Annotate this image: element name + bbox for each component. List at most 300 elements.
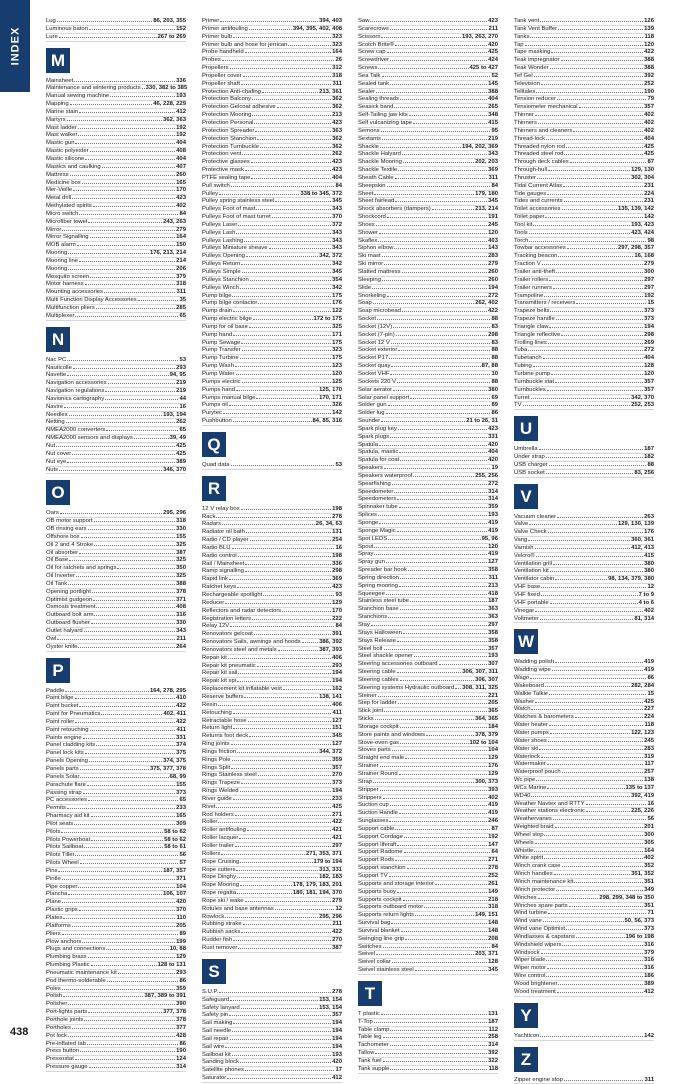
entry-pages: 343 <box>332 206 342 213</box>
leader-dots <box>104 292 176 293</box>
leader-dots <box>546 976 643 977</box>
entry-pages: 203, 371 <box>475 951 498 958</box>
leader-dots <box>392 484 487 485</box>
leader-dots <box>249 327 331 328</box>
leader-dots <box>105 399 178 400</box>
section-letter-u: U <box>514 416 538 441</box>
index-entry <box>358 81 498 89</box>
entry-pages: 343 <box>332 245 342 252</box>
entry-pages: 360, 361 <box>631 537 654 544</box>
index-entry <box>514 347 654 355</box>
index-entry <box>202 89 342 97</box>
index-entry <box>46 1056 186 1064</box>
leader-dots <box>63 918 175 919</box>
index-entry <box>358 402 498 410</box>
leader-dots <box>91 840 163 841</box>
index-entry <box>46 970 186 978</box>
entry-term: Strainer Round <box>358 771 398 778</box>
index-entry <box>202 521 342 529</box>
entry-pages: 404 <box>176 140 186 147</box>
index-entry <box>514 545 654 553</box>
leader-dots <box>77 245 175 246</box>
entry-term: Pulleys Miniature sheave <box>202 245 268 252</box>
entry-term: Watermaker <box>514 761 546 768</box>
entry-term: Offshore box <box>46 534 80 541</box>
index-entry <box>46 860 186 868</box>
leader-dots <box>547 764 644 765</box>
entry-pages: 297, 298, 357 <box>618 245 654 252</box>
entry-term: Vinegar <box>514 608 534 615</box>
entry-term: Wc pipe <box>514 777 535 784</box>
entry-term: Pharmacy aid kit <box>46 813 90 820</box>
entry-term: Rope Mooring <box>202 882 239 889</box>
leader-dots <box>395 860 487 861</box>
leader-dots <box>531 398 631 399</box>
index-entry <box>202 514 342 522</box>
entry-pages: 89 <box>179 931 186 938</box>
entry-pages: 135, 139, 142 <box>618 206 654 213</box>
leader-dots <box>575 717 643 718</box>
leader-dots <box>233 311 331 312</box>
leader-dots <box>241 783 331 784</box>
leader-dots <box>576 937 625 938</box>
index-entry <box>202 363 342 371</box>
entry-pages: 408 <box>176 148 186 155</box>
entry-pages: 198 <box>332 506 342 513</box>
entry-pages: 224 <box>644 191 654 198</box>
entry-pages: 84 <box>179 211 186 218</box>
entry-term: Roller trailer <box>202 843 234 850</box>
index-entry <box>46 612 186 620</box>
entry-term: Vacuum cleaner <box>514 514 556 521</box>
entry-term: Socket (7-pin) <box>358 332 395 339</box>
leader-dots <box>553 819 647 820</box>
leader-dots <box>68 584 175 585</box>
entry-pages: 16 <box>647 801 654 808</box>
index-entry <box>46 750 186 758</box>
entry-term: Tape masking <box>514 49 550 56</box>
entry-pages: 26 <box>335 57 342 64</box>
leader-dots <box>218 822 331 823</box>
entry-term: Wago <box>514 675 529 682</box>
entry-pages: 404 <box>176 156 186 163</box>
index-entry <box>46 274 186 282</box>
entry-term: Swivel <box>358 951 375 958</box>
leader-dots <box>277 107 331 108</box>
page-number: 438 <box>10 1026 28 1038</box>
entry-pages: 233 <box>332 796 342 803</box>
leader-dots <box>72 1028 175 1029</box>
leader-dots <box>237 893 292 894</box>
entry-pages: 194 <box>332 1028 342 1035</box>
index-entry <box>46 412 186 420</box>
index-entry <box>358 277 498 285</box>
leader-dots <box>87 785 175 786</box>
entry-term: Rail / Mainsheet <box>202 561 244 568</box>
entry-pages: 373 <box>644 926 654 933</box>
index-entry <box>358 622 498 630</box>
leader-dots <box>390 805 487 806</box>
entry-pages: 380 <box>644 561 654 568</box>
leader-dots <box>543 358 644 359</box>
entry-term: Pulleys Lash <box>202 230 235 237</box>
entry-pages: 89 <box>491 402 498 409</box>
entry-pages: 300 <box>644 269 654 276</box>
leader-dots <box>397 892 487 893</box>
entry-term: Tensiometer mechanical <box>514 104 578 111</box>
entry-pages: 419 <box>644 659 654 666</box>
index-entry <box>358 379 498 387</box>
entry-pages: 415 <box>488 120 498 127</box>
index-entry <box>202 269 342 277</box>
entry-pages: 219 <box>488 136 498 143</box>
entry-term: Stays Halloween <box>358 630 402 637</box>
index-entry <box>514 561 654 569</box>
entry-pages: 122, 123 <box>631 730 654 737</box>
leader-dots <box>399 774 488 775</box>
leader-dots <box>397 382 490 383</box>
index-entry <box>46 719 186 727</box>
entry-term: Oars <box>46 510 59 517</box>
index-entry <box>514 120 654 128</box>
index-entry <box>358 18 498 26</box>
leader-dots <box>426 735 474 736</box>
entry-term: Outboard flusher <box>46 620 90 627</box>
entry-pages: 142 <box>332 410 342 417</box>
entry-term: Tuba <box>514 347 527 354</box>
entry-term: Safety lanyard <box>202 1005 240 1012</box>
index-entry <box>358 167 498 175</box>
leader-dots <box>376 954 474 955</box>
leader-dots <box>388 539 480 540</box>
leader-dots <box>230 626 334 627</box>
leader-dots <box>231 465 335 466</box>
entry-term: Ramp signalling <box>202 568 244 575</box>
index-entry <box>358 214 498 222</box>
index-entry <box>202 402 342 410</box>
entry-term: OB rinsing ears <box>46 526 87 533</box>
index-entry <box>202 198 342 206</box>
leader-dots <box>231 186 335 187</box>
entry-term: Outboard bolt arm <box>46 612 93 619</box>
index-entry <box>514 568 654 576</box>
leader-dots <box>88 800 179 801</box>
entry-pages: 260 <box>488 277 498 284</box>
index-entry <box>358 395 498 403</box>
index-entry <box>46 790 186 798</box>
leader-dots <box>229 579 331 580</box>
index-entry <box>514 316 654 324</box>
entry-pages: 419 <box>488 802 498 809</box>
index-entry <box>202 914 342 922</box>
leader-dots <box>283 689 331 690</box>
entry-pages: 323 <box>332 42 342 49</box>
entry-pages: 245 <box>488 222 498 229</box>
entry-pages: 7 to 9 <box>639 592 654 599</box>
entry-term: Spearfishing <box>358 481 391 488</box>
entry-term: Protection Spreader <box>202 128 254 135</box>
leader-dots <box>549 725 644 726</box>
leader-dots <box>258 303 331 304</box>
index-entry <box>358 842 498 850</box>
leader-dots <box>68 894 162 895</box>
leader-dots <box>236 233 331 234</box>
entry-term: Torch <box>514 238 528 245</box>
leader-dots <box>240 358 331 359</box>
leader-dots <box>378 241 487 242</box>
entry-term: Waterproof pouch <box>514 769 561 776</box>
entry-pages: 388 <box>176 581 186 588</box>
index-entry <box>358 763 498 771</box>
index-entry <box>514 34 654 42</box>
entry-term: Speakers waterproof <box>358 473 412 480</box>
entry-term: Pulleys Laser <box>202 222 237 229</box>
index-entry <box>358 920 498 928</box>
index-entry <box>514 871 654 879</box>
leader-dots <box>566 929 643 930</box>
index-entry <box>358 89 498 97</box>
entry-term: Tension reducer <box>514 96 556 103</box>
leader-dots <box>378 68 468 69</box>
leader-dots <box>236 374 332 375</box>
entry-term: Probes <box>202 57 221 64</box>
entry-term: Primer bulb <box>202 34 232 41</box>
entry-pages: 295, 296 <box>319 914 342 921</box>
leader-dots <box>107 981 179 982</box>
entry-pages: 389 <box>644 981 654 988</box>
entry-term: Mastic polyester <box>46 148 89 155</box>
entry-term: Zipper engine stop <box>514 1077 563 1084</box>
leader-dots <box>74 81 175 82</box>
leader-dots <box>555 827 644 828</box>
entry-term: Swinging line grip <box>358 936 404 943</box>
entry-pages: 330 <box>176 620 186 627</box>
entry-term: Radio BLU <box>202 545 231 552</box>
index-entry <box>202 104 342 112</box>
index-entry <box>514 754 654 762</box>
entry-pages: 138 <box>644 777 654 784</box>
entry-pages: 56 <box>179 852 186 859</box>
index-entry <box>46 876 186 884</box>
section-letter-z: Z <box>514 1047 538 1072</box>
entry-term: Solder gun <box>358 402 387 409</box>
leader-dots <box>586 804 647 805</box>
entry-term: Reserve buffers <box>202 694 243 701</box>
entry-pages: 110 <box>176 915 186 922</box>
entry-pages: 227 <box>644 706 654 713</box>
entry-term: T plastic <box>358 1011 380 1018</box>
entry-pages: 88 <box>491 355 498 362</box>
entry-pages: 245 <box>644 738 654 745</box>
entry-term: Scotch Brite® <box>358 42 394 49</box>
leader-dots <box>253 319 313 320</box>
entry-pages: 222 <box>332 616 342 623</box>
leader-dots <box>380 790 488 791</box>
entry-pages: 421 <box>332 835 342 842</box>
leader-dots <box>80 777 168 778</box>
entry-term: Marine stain <box>46 109 78 116</box>
entry-pages: 316 <box>176 612 186 619</box>
index-entry <box>514 269 654 277</box>
index-entry <box>46 305 186 313</box>
index-entry <box>202 206 342 214</box>
index-entry <box>514 926 654 934</box>
leader-dots <box>386 562 487 563</box>
entry-term: Return light <box>202 725 232 732</box>
index-entry <box>46 180 186 188</box>
entry-term: Tank vent <box>514 18 539 25</box>
entry-term: Netting <box>46 419 65 426</box>
index-entry <box>514 777 654 785</box>
leader-dots <box>546 139 643 140</box>
leader-dots <box>233 713 332 714</box>
entry-term: Mooring <box>46 250 67 257</box>
index-entry <box>46 946 186 954</box>
entry-pages: 164 <box>332 49 342 56</box>
entry-pages: 330 <box>176 526 186 533</box>
leader-dots <box>249 736 331 737</box>
entry-term: Sheath Cable <box>358 175 394 182</box>
entry-pages: 314 <box>488 489 498 496</box>
entry-pages: 143 <box>488 245 498 252</box>
entry-term: Polisher <box>46 1001 67 1008</box>
entry-pages: 58 to 61 <box>164 844 186 851</box>
entry-term: Pipe copper <box>46 884 77 891</box>
index-entry <box>514 1077 654 1084</box>
leader-dots <box>387 217 487 218</box>
index-entry <box>358 191 498 199</box>
index-entry <box>46 250 186 258</box>
index-entry <box>202 663 342 671</box>
entry-pages: 318 <box>176 281 186 288</box>
index-entry <box>46 435 186 443</box>
index-entry <box>46 821 186 829</box>
index-entry <box>46 581 186 589</box>
entry-pages: 378, 379 <box>475 732 498 739</box>
entry-pages: 194 <box>332 1020 342 1027</box>
index-entry <box>358 1011 498 1019</box>
leader-dots <box>404 837 487 838</box>
entry-term: Multi Function Display Accessories <box>46 297 137 304</box>
index-entry <box>202 128 342 136</box>
entry-term: Pulley spring stainless steel <box>202 198 274 205</box>
leader-dots <box>562 945 643 946</box>
entry-term: Trailer rollers <box>514 277 548 284</box>
entry-term: Ring joints <box>202 741 230 748</box>
entry-term: Trapeze handle <box>514 316 555 323</box>
entry-pages: 425 to 427 <box>470 65 499 72</box>
index-entry <box>46 281 186 289</box>
leader-dots <box>548 913 646 914</box>
leader-dots <box>544 858 643 859</box>
leader-dots <box>531 709 643 710</box>
leader-dots <box>235 846 331 847</box>
entry-term: Wire control <box>514 973 545 980</box>
entry-pages: 58 to 62 <box>164 837 186 844</box>
entry-pages: 65 <box>179 427 186 434</box>
entry-pages: 336 <box>176 78 186 85</box>
entry-term: Pump Turbine <box>202 355 239 362</box>
index-entry <box>358 308 498 316</box>
entry-term: Wind vane Optimist <box>514 926 565 933</box>
entry-pages: 186 <box>644 973 654 980</box>
leader-dots <box>550 68 644 69</box>
leader-dots <box>252 619 331 620</box>
entry-term: Stripper <box>358 787 379 794</box>
entry-term: Socket VHF <box>358 371 389 378</box>
leader-dots <box>374 194 474 195</box>
entry-pages: 176 <box>488 763 498 770</box>
leader-dots <box>535 611 643 612</box>
index-entry <box>202 340 342 348</box>
entry-term: Snorkeling <box>358 293 386 300</box>
index-entry <box>46 813 186 821</box>
entry-term: Paints engine <box>46 735 82 742</box>
entry-term: Pump bilge contactor <box>202 300 257 307</box>
index-entry <box>202 316 342 324</box>
entry-term: Speedometer <box>358 489 393 496</box>
entry-pages: 98 <box>647 238 654 245</box>
leader-dots <box>535 548 631 549</box>
leader-dots <box>545 686 630 687</box>
entry-term: Pot lock <box>46 1033 67 1040</box>
leader-dots <box>382 139 487 140</box>
leader-dots <box>407 868 488 869</box>
entry-term: Protection Anti-chafing <box>202 89 261 96</box>
index-entry <box>358 42 498 50</box>
entry-term: Pump drain <box>202 308 232 315</box>
entry-term: Tide gauges <box>514 191 546 198</box>
entry-term: Screwdriver <box>358 57 389 64</box>
index-entry <box>514 576 654 584</box>
index-entry <box>358 261 498 269</box>
leader-dots <box>117 568 175 569</box>
entry-term: Support Rods <box>358 857 394 864</box>
index-entry <box>358 904 498 912</box>
entry-pages: 152 <box>176 26 186 33</box>
leader-dots <box>218 705 331 706</box>
entry-pages: 176 <box>644 529 654 536</box>
entry-term: Protection Turnbuckle <box>202 144 259 151</box>
entry-term: Saturator <box>202 1075 226 1082</box>
index-entry <box>202 874 342 882</box>
leader-dots <box>74 824 175 825</box>
entry-term: Radiator oil bath <box>202 529 245 536</box>
entry-term: Rubbish sacks <box>202 929 240 936</box>
entry-term: Nut eye <box>46 459 66 466</box>
leader-dots <box>392 750 487 751</box>
entry-pages: 142 <box>644 214 654 221</box>
entry-pages: 422 <box>644 49 654 56</box>
entry-term: Panel lock kits <box>46 750 84 757</box>
leader-dots <box>394 248 487 249</box>
index-entry <box>202 827 342 835</box>
entry-pages: 17 <box>335 1067 342 1074</box>
entry-term: Valve <box>514 521 528 528</box>
leader-dots <box>275 201 331 202</box>
index-entry <box>358 849 498 857</box>
entry-term: Paint roller <box>46 719 74 726</box>
leader-dots <box>566 147 643 148</box>
leader-dots <box>246 256 318 257</box>
entry-term: Spark plug key <box>358 426 397 433</box>
index-entry <box>514 387 654 395</box>
index-entry <box>358 685 498 693</box>
leader-dots <box>564 1080 644 1081</box>
entry-term: Mapping <box>46 101 69 108</box>
entry-pages: 311 <box>176 289 186 296</box>
leader-dots <box>90 277 175 278</box>
